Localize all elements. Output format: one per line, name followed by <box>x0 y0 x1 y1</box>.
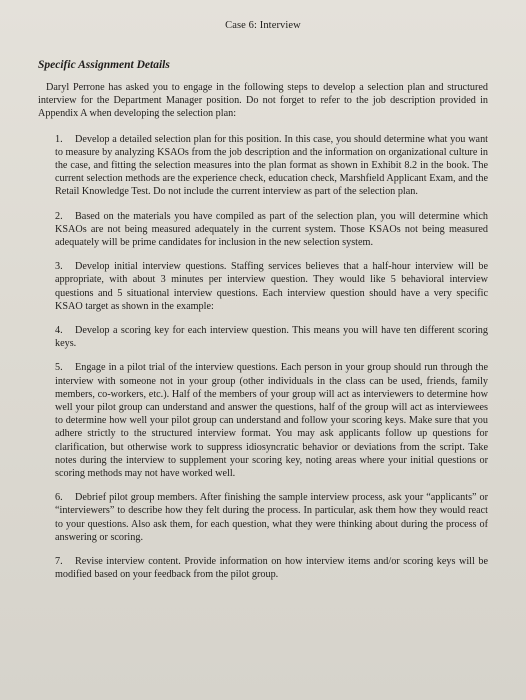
step-number: 2. <box>55 210 63 222</box>
section-title: Specific Assignment Details <box>38 59 170 71</box>
step-text: Develop initial interview questions. Staffing services believes that a half-hour interview will be appropriate, with about 3 minutes per interview question. They would like 5 behavioral interview questions and 5 situational interview questions. Each interview question should have a very specific KSAO target as shown in the example: <box>55 261 488 312</box>
step-4 <box>38 324 488 350</box>
step-2 <box>38 210 488 250</box>
page-header: Case 6: Interview <box>225 20 301 31</box>
step-number: 4. <box>55 325 63 337</box>
step-number: 1. <box>55 133 63 145</box>
step-text: Based on the materials you have compiled as part of the selection plan, you will determine which KSAOs are not being measured adequately in the current system. Those KSAOs not being measured adequately will be prime candidates for inclusion in the new selection system. <box>55 210 488 249</box>
step-text: Develop a scoring key for each interview question. This means you will have ten different scoring keys. <box>55 325 488 350</box>
step-number: 7. <box>55 556 63 568</box>
step-7 <box>38 555 488 581</box>
step-6 <box>38 491 488 544</box>
step-text: Debrief pilot group members. After finishing the sample interview process, ask your “applicants” or “interviewers” to describe how they felt during the process. In particular, ask them how they would react to your questions. Also ask them, for each question, what they were thinking about during the process of answering or scoring. <box>55 492 488 543</box>
step-text: Revise interview content. Provide information on how interview items and/or scoring keys will be modified based on your feedback from the pilot group. <box>55 556 488 581</box>
step-text: Develop a detailed selection plan for this position. In this case, you should determine what you want to measure by analyzing KSAOs from the job description and the information on organizational culture in the case, and fitting the selection measures into the plan format as shown in Exhibit 8.2 in the book. The current selection methods are the experience check, education check, Marshfield Applicant Exam, and the Retail Knowledge Test. Do not include the current interview as part of the selection plan. <box>55 133 488 198</box>
step-number: 5. <box>55 362 63 374</box>
intro-paragraph: Daryl Perrone has asked you to engage in the following steps to develop a selection plan and structured interview for the Department Manager position. Do not forget to refer to the job description provided in Appendix A when developing the selection plan: <box>38 82 488 120</box>
step-5 <box>38 361 488 480</box>
step-number: 6. <box>55 492 63 504</box>
step-1 <box>38 133 488 199</box>
step-number: 3. <box>55 261 63 273</box>
step-3 <box>38 260 488 313</box>
step-text: Engage in a pilot trial of the interview questions. Each person in your group should run through the interview with someone not in your group (other individuals in the class can be used, friends, family members, co-workers, etc.). Half of the members of your group will act as interviewers to determine how well your pilot group can understand and answer the questions, half of the group will act as interviewees to determine how well your pilot group can understand and follow your scoring keys. Make sure that you adhere strictly to the structured interview format. You may ask applicants follow up questions for clarification, but otherwise work to suppress idiosyncratic behavior or deviations from the script. Take notes during the interview to supplement your scoring key, noting areas where your initial questions or scoring methods may not have worked well. <box>55 362 488 480</box>
